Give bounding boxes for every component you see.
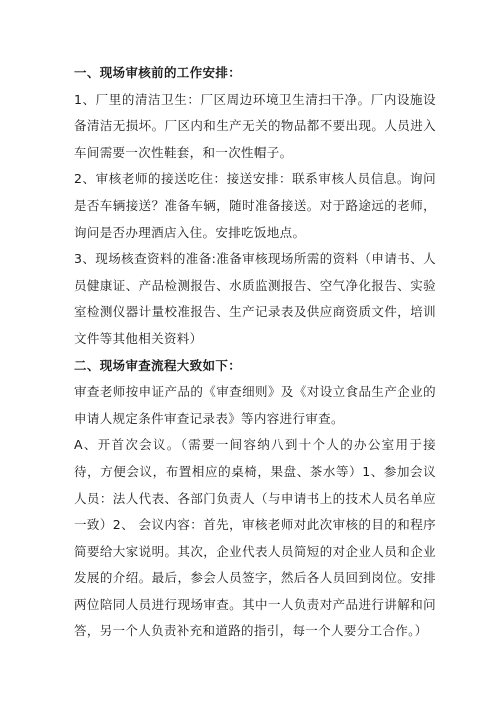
section-heading-audit-process: 二、现场审查流程大致如下： xyxy=(74,357,242,373)
paragraph-first-meeting: A、开首次会议。（需要一间容纳八到十个人的办公室用于接待，方便会议，布置相应的桌椅，果盘、茶水等）1、参加会议人员：法人代表、各部门负责人（与申请书上的技术人员名单应一致）2、 会议内容：首先，审核老师对此次审核的目的和程序简要给大家说明。其次，企业代表人员简短的对企业人员和企业发展的介绍。最后，参会人员签字，然后各人员回到岗位。安排两位陪同人员进行现场审查。其中一人负责对产品进行讲解和问答，另一个人负责补充和道路的指引，每一个人要分工合作。） xyxy=(74,437,436,639)
paragraph-materials: 3、现场核查资料的准备:准备审核现场所需的资料（申请书、人员健康证、产品检测报告、水质监测报告、空气净化报告、实验室检测仪器计量校准报告、生产记录表及供应商资质文件，培训文件等其他相关资料） xyxy=(74,251,436,346)
section-heading-pre-audit: 一、现场审核前的工作安排： xyxy=(74,65,242,80)
document-page xyxy=(74,60,436,645)
paragraph-audit-intro: 审查老师按申证产品的《审查细则》及《对设立食品生产企业的申请人规定条件审查记录表》等内容进行审查。 xyxy=(74,384,436,426)
paragraph-reception: 2、审核老师的接送吃住：接送安排：联系审核人员信息。询问是否车辆接送？准备车辆，随时准备接送。对于路途远的老师，询问是否办理酒店入住。安排吃饭地点。 xyxy=(74,171,436,240)
paragraph-cleaning: 1、厂里的清洁卫生：厂区周边环境卫生清扫干净。厂内设施设备清洁无损坏。厂区内和生产无关的物品都不要出现。人员进入车间需要一次性鞋套，和一次性帽子。 xyxy=(74,91,436,160)
